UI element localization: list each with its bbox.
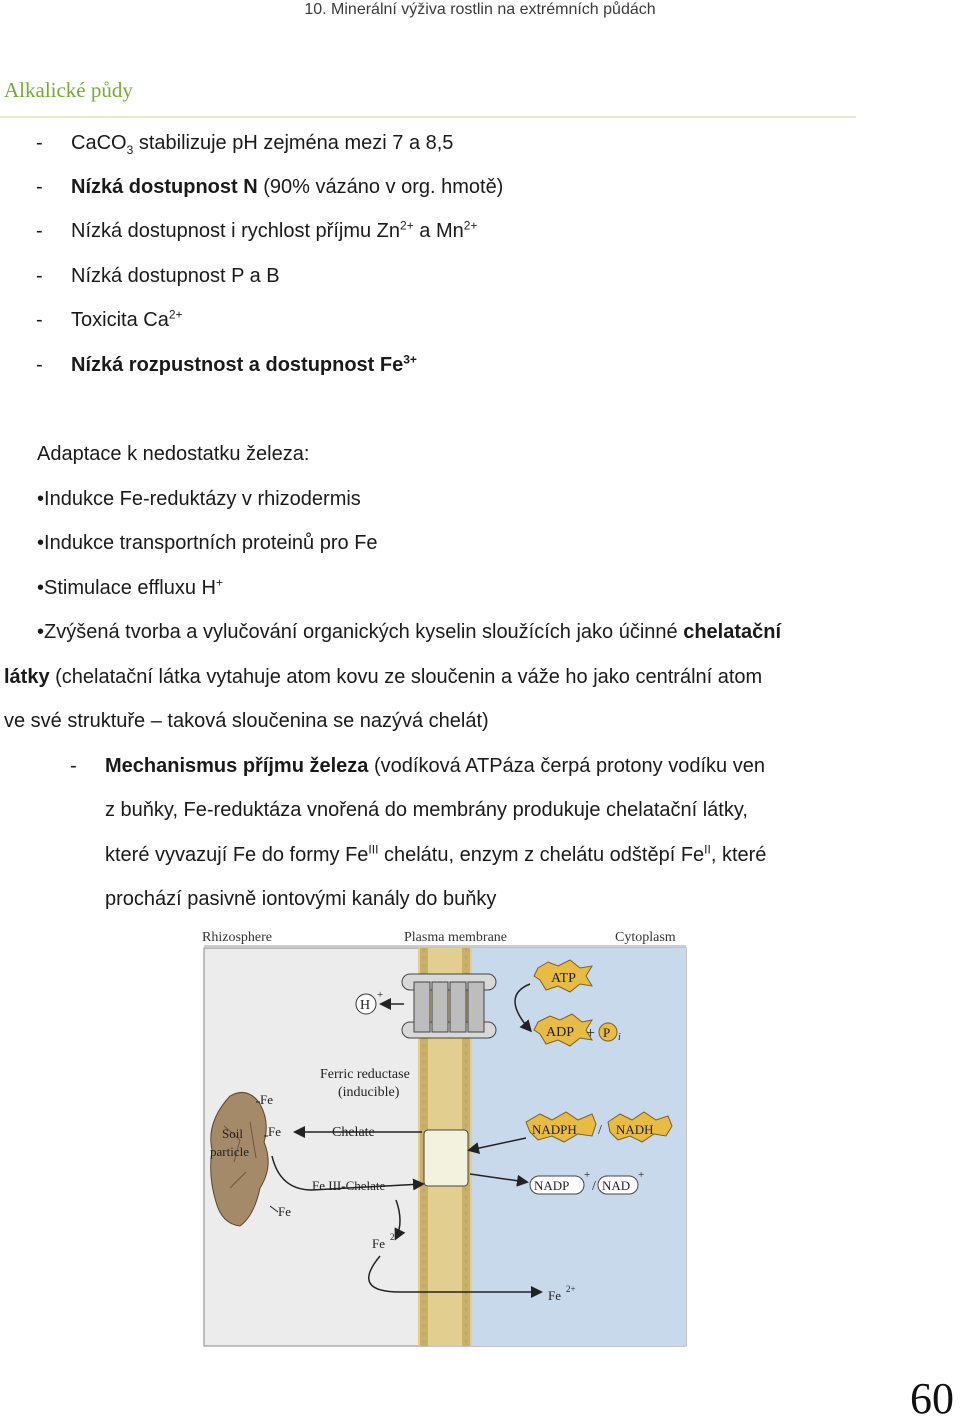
nadp-charge: + <box>584 1169 591 1181</box>
list-dash: - <box>36 309 43 331</box>
nad-charge: + <box>638 1169 645 1181</box>
particle-label: particle <box>210 1144 249 1159</box>
fe-label-top: Fe <box>260 1092 273 1107</box>
fe2-cyto-charge: 2+ <box>566 1284 576 1294</box>
nadh-label: NADH <box>616 1122 654 1137</box>
list-dash: - <box>36 176 43 198</box>
fe-label-bottom: Fe <box>278 1204 291 1219</box>
soil-label: Soil <box>222 1126 243 1141</box>
list-dash: - <box>70 755 77 777</box>
cytoplasm-region <box>472 948 686 1346</box>
mechanism-line: Mechanismus příjmu železa (vodíková ATPáza čerpá protony vodíku ven <box>105 755 765 777</box>
bullet-item: •Indukce Fe-reduktázy v rhizodermis <box>37 488 361 510</box>
atp-label: ATP <box>551 971 576 986</box>
mechanism-line: z buňky, Fe-reduktáza vnořená do membrány produkuje chelatační látky, <box>105 799 748 821</box>
h-plus-charge: + <box>377 989 384 1001</box>
plasma-membrane-label: Plasma membrane <box>404 930 508 945</box>
running-header: 10. Minerální výživa rostlin na extrémních půdách <box>304 1 656 18</box>
list-item-text: Nízká rozpustnost a dostupnost $Fe^{3+}$ <box>71 352 417 376</box>
iron-uptake-figure <box>200 926 690 1350</box>
nad-label: NAD <box>602 1178 631 1193</box>
list-dash: - <box>36 132 43 154</box>
pi-subscript: i <box>618 1032 621 1043</box>
chelate-label: Chelate <box>332 1125 375 1140</box>
adaptation-heading: Adaptace k nedostatku železa: <box>37 443 310 465</box>
nadph-label: NADPH <box>532 1122 577 1137</box>
bullet-item: •Stimulace effluxu H+ <box>37 575 223 599</box>
section-title: Alkalické půdy <box>4 78 133 102</box>
list-dash: - <box>36 265 43 287</box>
page-number: 60 <box>910 1374 954 1423</box>
title-divider <box>0 116 856 118</box>
slash-bottom: / <box>592 1179 596 1194</box>
mechanism-line: prochází pasivně iontovými kanály do buňky <box>105 888 497 910</box>
inducible-label: (inducible) <box>338 1085 400 1100</box>
list-item-text: Nízká dostupnost i rychlost příjmu $Zn^{2+}$ a $Mn^{2+}$ <box>71 218 478 242</box>
nadp-label: NADP <box>534 1178 570 1193</box>
mechanism-line: které vyvazují Fe do formy $Fe^{III}$ chelátu, enzym z chelátu odštěpí $Fe^{II}$, které <box>105 842 767 866</box>
bullet-item: •Indukce transportních proteinů pro Fe <box>37 532 378 554</box>
fe-label-mid: Fe <box>268 1124 281 1139</box>
fe2-cyto-label: Fe <box>548 1288 561 1303</box>
paragraph-line: látky (chelatační látka vytahuje atom kovu ze sloučenin a váže ho jako centrální atom <box>4 666 763 688</box>
h-plus-label: H <box>360 998 371 1013</box>
bullet-item: •Zvýšená tvorba a vylučování organických kyselin sloužících jako účinné chelatační <box>37 621 782 643</box>
pi-label: P <box>603 1025 611 1040</box>
list-dash: - <box>36 220 43 242</box>
fe2-charge: 2+ <box>390 1232 400 1242</box>
cytoplasm-label: Cytoplasm <box>615 930 676 945</box>
fe2-label: Fe <box>372 1236 385 1251</box>
plus-sign: + <box>586 1025 596 1042</box>
list-dash: - <box>36 354 43 376</box>
list-item-text: CaCO$_3$ stabilizuje pH zejména mezi 7 a 8,5 <box>71 132 454 157</box>
list-item-text: Toxicita $Ca^{2+}$ <box>71 307 183 331</box>
slash-top: / <box>598 1123 602 1138</box>
adp-label: ADP <box>546 1025 575 1040</box>
fe-iii-chelate-label: Fe III-Chelate <box>312 1178 386 1193</box>
rhizosphere-label: Rhizosphere <box>202 930 272 945</box>
list-item-text: Nízká dostupnost P a B <box>71 265 280 287</box>
paragraph-line: ve své struktuře – taková sloučenina se nazývá chelát) <box>4 710 489 732</box>
list-item-text: Nízká dostupnost N (90% vázáno v org. hmotě) <box>71 176 504 198</box>
ferric-reductase-label: Ferric reductase <box>320 1067 410 1082</box>
ferric-reductase-box <box>424 1130 468 1186</box>
